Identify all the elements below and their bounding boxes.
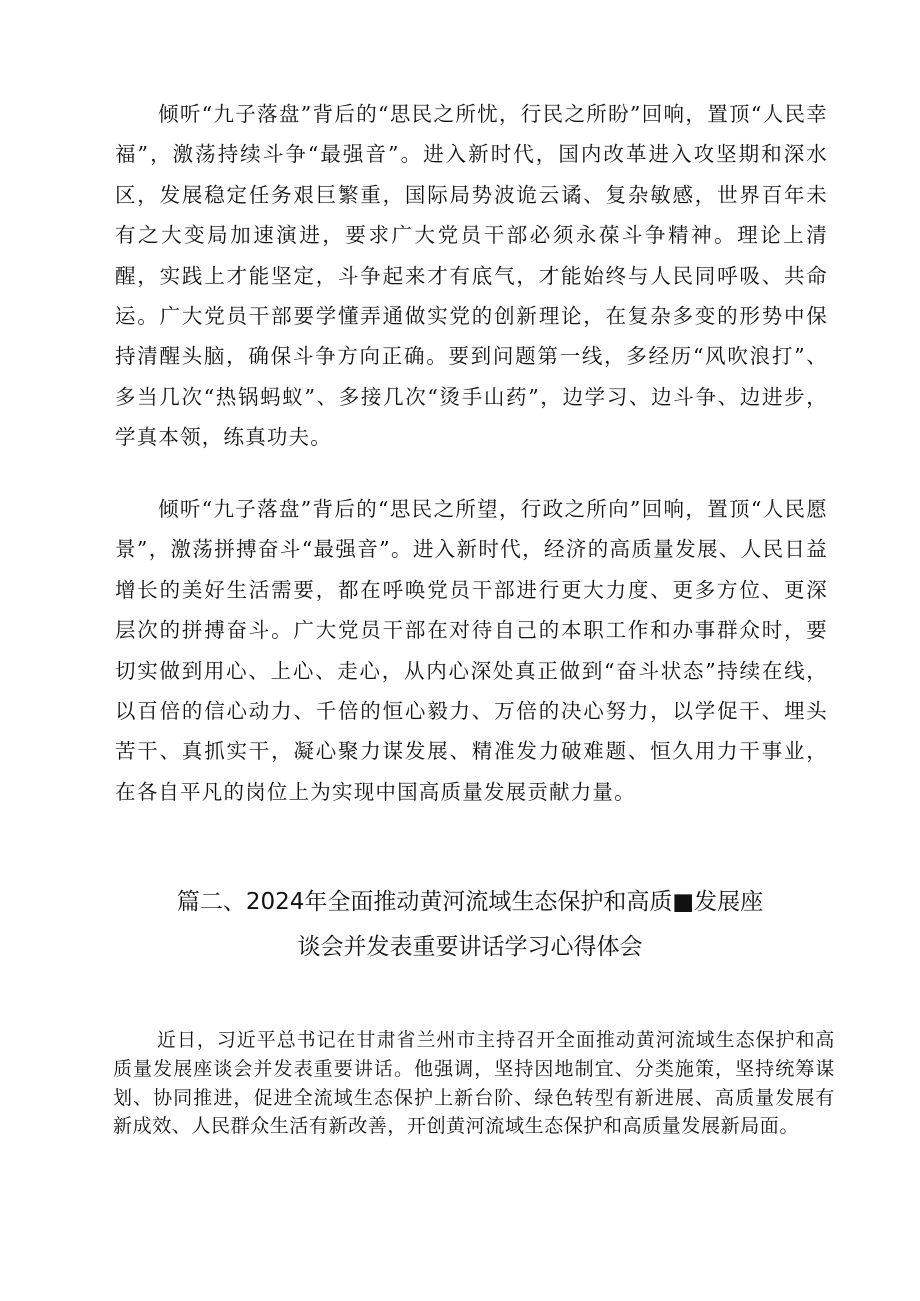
paragraph-yellow-river: 近日，习近平总书记在甘肃省兰州市主持召开全面推动黄河流域生态保护和高质量发展座谈会并发表重要讲话。他强调，坚持因地制宜、分类施策，坚持统筹谋划、协同推进，促进全流域生态保护上新台阶、绿色转型有新进展、高质量发展有新成效、人民群众生活有新改善，开创黄河流域生态保护和高质量发展新局面。 <box>113 1029 835 1138</box>
paragraph-striving: 倾听“九子落盘”背后的“思民之所望，行政之所向”回响，置顶“人民愿景”，激荡拼搏奋斗“最强音”。进入新时代，经济的高质量发展、人民日益增长的美好生活需要，都在呼唤党员干部进行更大力度、更多方位、更深层次的拼搏奋斗。广大党员干部在对待自己的本职工作和办事群众时，要切实做到用心、上心、走心，从内心深处真正做到“奋斗状态”持续在线，以百倍的信心动力、千倍的恒心毅力、万倍的决心努力，以学促干、埋头苦干、真抓实干，凝心聚力谋发展、精准发力破难题、恒久用力干事业，在各自平凡的岗位上为实现中国高质量发展贡献力量。 <box>115 497 828 804</box>
section-heading-line-2: 谈会并发表重要讲话学习心得体会 <box>297 934 643 960</box>
paragraph-struggle: 倾听“九子落盘”背后的“思民之所忧，行民之所盼”回响，置顶“人民幸福”，激荡持续斗争“最强音”。进入新时代，国内改革进入攻坚期和深水区，发展稳定任务艰巨繁重，国际局势波诡云谲、复杂敏感，世界百年未有之大变局加速演进，要求广大党员干部必须永葆斗争精神。理论上清醒，实践上才能坚定，斗争起来才有底气，才能始终与人民同呼吸、共命运。广大党员干部要学懂弄通做实党的创新理论，在复杂多变的形势中保持清醒头脑，确保斗争方向正确。要到问题第一线，多经历“风吹浪打”、多当几次“热锅蚂蚁”、多接几次“烫手山药”，边学习、边斗争、边进步，学真本领，练真功夫。 <box>115 102 828 450</box>
section-heading-line-1: 篇二、2024年全面推动黄河流域生态保护和高质■发展座 <box>176 889 764 915</box>
section-heading <box>100 880 840 970</box>
